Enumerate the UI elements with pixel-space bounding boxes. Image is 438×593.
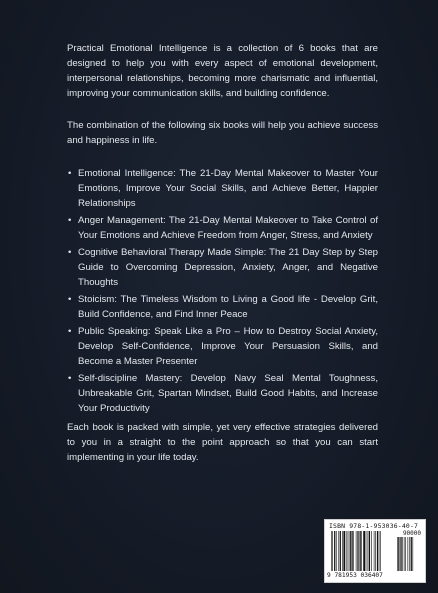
book-list [67,166,378,418]
book-title: Anger Management: The 21-Day Mental Makeover to Take Control of Your Emotions and Achieve Freedom from Anger, Stress, and Anxiety [78,215,378,241]
intro-paragraph: Practical Emotional Intelligence is a collection of 6 books that are designed to help you with every aspect of emotional development, interpersonal relationships, becoming more charismatic and influential, improving your communication skills, and building confidence. [67,43,378,99]
book-title: Stoicism: The Timeless Wisdom to Living a Good life - Develop Grit, Build Confidence, and Find Inner Peace [78,294,378,320]
barcode-addon-bars-icon [397,537,421,571]
book-list-item [67,213,378,243]
book-list-item [67,166,378,211]
book-list-item [67,371,378,416]
book-title: Public Speaking: Speak Like a Pro – How to Destroy Social Anxiety, Develop Self-Confidence, Improve Your Persuasion Skills, and Become a Master Presenter [78,326,378,367]
book-list-item [67,245,378,290]
book-title: Cognitive Behavioral Therapy Made Simple: The 21 Day Step by Step Guide to Overcoming Depression, Anxiety, Anger, and Negative Thoughts [78,247,378,288]
closing-paragraph: Each book is packed with simple, yet very effective strategies delivered to you in a straight to the point approach so that you can start implementing in your life today. [67,422,378,463]
bullet-icon: • [68,215,72,226]
bullet-icon: • [68,373,72,384]
barcode-bars-icon [331,531,393,571]
book-list-item [67,292,378,322]
book-title: Emotional Intelligence: The 21-Day Mental Makeover to Master Your Emotions, Improve Your Social Skills, and Achieve Better, Happier Relationships [78,168,378,209]
book-list-item [67,324,378,369]
book-title: Self-discipline Mastery: Develop Navy Seal Mental Toughness, Unbreakable Grit, Spartan Mindset, Build Good Habits, and Increase Your Productivity [78,373,378,414]
isbn-label: ISBN 978-1-953036-40-7 [329,522,419,530]
combination-paragraph: The combination of the following six books will help you achieve success and happiness in life. [67,120,378,146]
bullet-icon: • [68,294,72,305]
bullet-icon: • [68,168,72,179]
price-code: 90000 [402,530,421,537]
isbn-barcode [324,519,426,583]
bullet-icon: • [68,326,72,337]
ean-digits: 9 781953 036407 [327,572,383,579]
bullet-icon: • [68,247,72,258]
